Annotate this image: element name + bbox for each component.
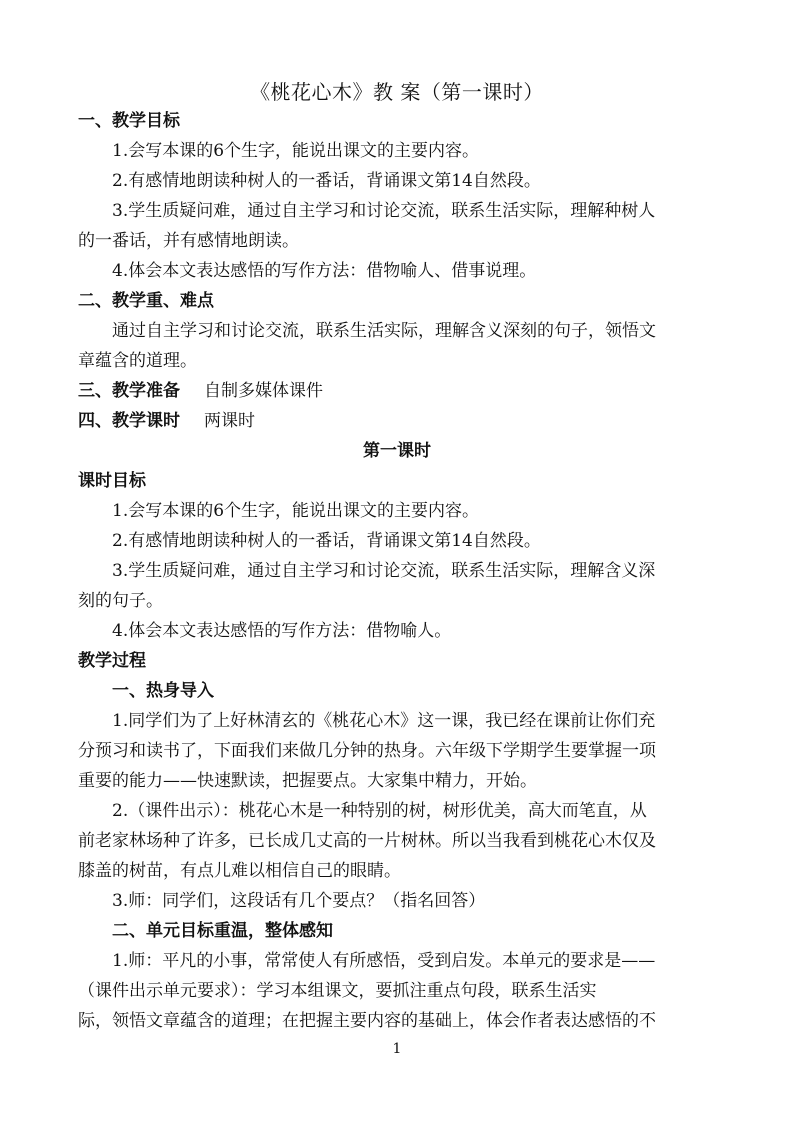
section-preparation — [78, 376, 718, 406]
lesson-goal-heading: 课时目标 — [78, 471, 146, 491]
step-1-para-2-line-1: 2.（课件出示）：桃花心木是一种特别的树，树形优美，高大而笔直，从 — [112, 801, 647, 821]
page-number: 1 — [392, 1041, 402, 1057]
section-heading-periods: 四、教学课时 — [78, 411, 180, 431]
section-heading-objectives: 一、教学目标 — [78, 111, 180, 131]
step-1-para-1-line-2: 分预习和读书了，下面我们来做几分钟的热身。六年级下学期学生要掌握一项 — [78, 741, 656, 761]
lesson-goal-2: 2.有感情地朗读种树人的一番话，背诵课文第14自然段。 — [112, 531, 541, 551]
keypoint-line-1: 通过自主学习和讨论交流，联系生活实际，理解含义深刻的句子，领悟文 — [112, 321, 656, 341]
step-1-para-2-line-2: 前老家林场种了许多，已长成几丈高的一片树林。所以当我看到桃花心木仅及 — [78, 831, 656, 851]
lesson-goal-3-line-1: 3.学生质疑问难，通过自主学习和讨论交流，联系生活实际，理解含义深 — [112, 561, 656, 581]
section-heading-preparation: 三、教学准备 — [78, 381, 180, 401]
lesson-goal-1: 1.会写本课的6个生字，能说出课文的主要内容。 — [112, 501, 480, 521]
lesson-heading: 第一课时 — [363, 441, 431, 461]
step-1-para-2-line-3: 膝盖的树苗，有点儿难以相信自己的眼睛。 — [78, 861, 401, 881]
step-1-para-1-line-1: 1.同学们为了上好林清玄的《桃花心木》这一课，我已经在课前让你们充 — [112, 711, 656, 731]
lesson-goal-4: 4.体会本文表达感悟的写作方法：借物喻人。 — [112, 621, 452, 641]
step-2-para-1-line-1: 1.师：平凡的小事，常常使人有所感悟，受到启发。本单元的要求是—— — [112, 951, 656, 971]
objective-2: 2.有感情地朗读种树人的一番话，背诵课文第14自然段。 — [112, 171, 541, 191]
step-1-heading: 一、热身导入 — [112, 681, 214, 701]
step-2-heading: 二、单元目标重温，整体感知 — [112, 921, 333, 941]
periods-text: 两课时 — [204, 411, 255, 431]
section-heading-keypoints: 二、教学重、难点 — [78, 291, 214, 311]
process-heading: 教学过程 — [78, 651, 146, 671]
preparation-text: 自制多媒体课件 — [204, 381, 323, 401]
section-periods — [78, 406, 718, 436]
lesson-goal-3-line-2: 刻的句子。 — [78, 591, 163, 611]
keypoint-line-2: 章蕴含的道理。 — [78, 351, 197, 371]
document-title: 《桃花心木》教 案（第一课时） — [250, 80, 544, 104]
step-2-para-1-line-3: 际，领悟文章蕴含的道理；在把握主要内容的基础上，体会作者表达感悟的不 — [78, 1011, 656, 1031]
step-2-para-1-line-2: （课件出示单元要求）：学习本组课文，要抓注重点句段，联系生活实 — [78, 981, 597, 1001]
objective-1: 1.会写本课的6个生字，能说出课文的主要内容。 — [112, 141, 480, 161]
step-1-para-3: 3.师：同学们，这段话有几个要点？（指名回答） — [112, 891, 486, 911]
objective-3-line-2: 的一番话，并有感情地朗读。 — [78, 231, 299, 251]
objective-4: 4.体会本文表达感悟的写作方法：借物喻人、借事说理。 — [112, 261, 537, 281]
step-1-para-1-line-3: 重要的能力——快速默读，把握要点。大家集中精力，开始。 — [78, 771, 537, 791]
objective-3-line-1: 3.学生质疑问难，通过自主学习和讨论交流，联系生活实际，理解种树人 — [112, 201, 656, 221]
